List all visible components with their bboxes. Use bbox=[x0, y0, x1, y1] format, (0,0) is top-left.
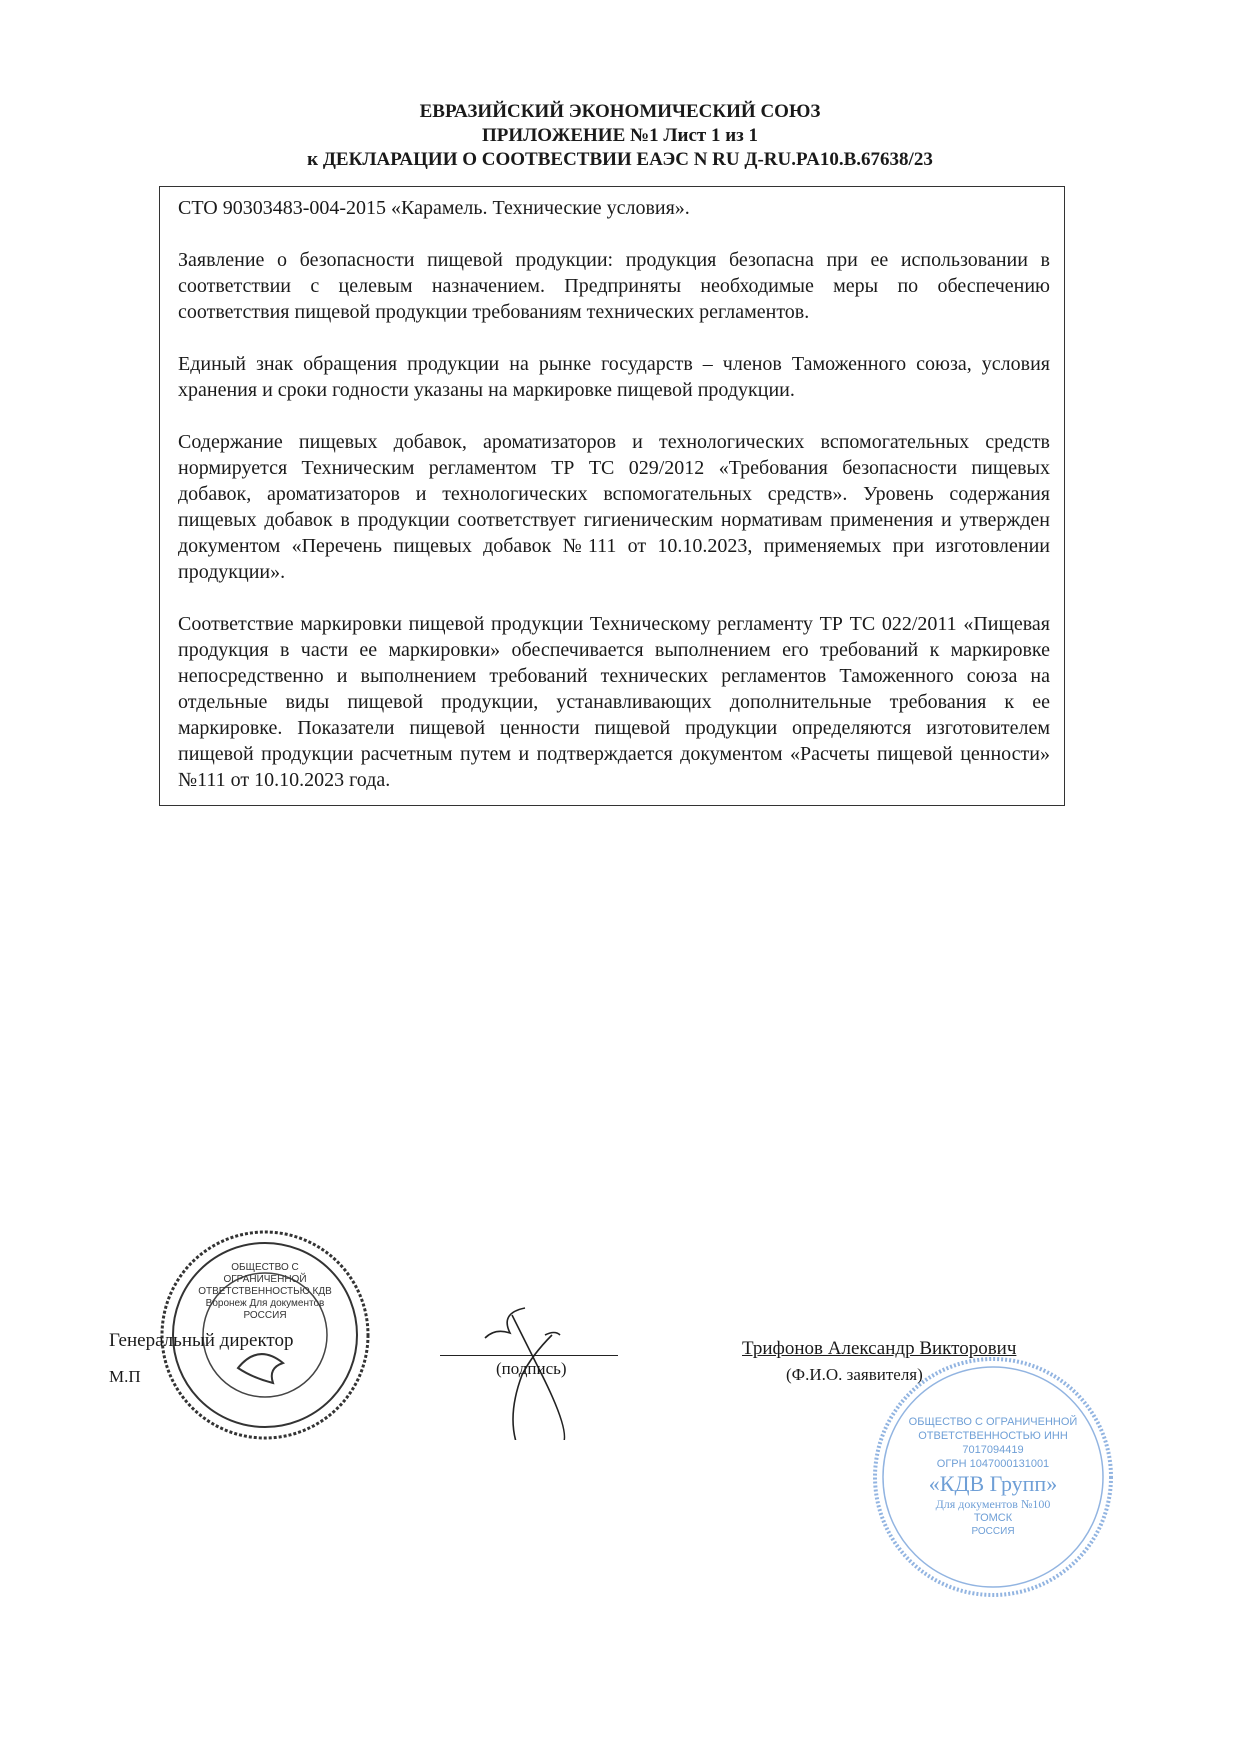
paragraph-standard: СТО 90303483-004-2015 «Карамель. Технические условия». bbox=[178, 197, 690, 219]
paragraph-labeling: Соответствие маркировки пищевой продукции Техническому регламенту ТР ТС 022/2011 «Пищевая продукция в части ее маркировки» обеспечивается выполнением его требований к маркировке непосредственно и выполнением требований технических регламентов Таможенного союза на отдельные виды пищевой продукции, устанавливающих дополнительные требования к ее маркировке. Показатели пищевой ценности пищевой продукции определяются изготовителем пищевой продукции расчетным путем и подтверждается документом «Расчеты пищевой ценности» №111 от 10.10.2023 года. bbox=[178, 613, 1050, 791]
stamp-country: РОССИЯ bbox=[971, 1526, 1015, 1537]
position-label: Генеральный директор bbox=[109, 1330, 294, 1351]
stamp-outer-text: ОБЩЕСТВО С ОГРАНИЧЕННОЙ ОТВЕТСТВЕННОСТЬЮ ИНН 7017094419 bbox=[908, 1416, 1078, 1456]
stamp-sub: Для документов №100 bbox=[935, 1497, 1051, 1511]
header-declaration: к ДЕКЛАРАЦИИ О СООТВЕСТВИИ ЕАЭС N RU Д-RU.PA10.B.67638/23 bbox=[307, 149, 933, 170]
declaration-content-box bbox=[159, 186, 1065, 806]
header-union: ЕВРАЗИЙСКИЙ ЭКОНОМИЧЕСКИЙ СОЮЗ bbox=[419, 101, 821, 122]
applicant-name: Трифонов Александр Викторович bbox=[742, 1338, 1017, 1359]
stamp-city: ТОМСК bbox=[973, 1512, 1013, 1524]
signature-caption: (подпись) bbox=[496, 1359, 567, 1378]
kdv-seal-text bbox=[893, 1377, 1093, 1577]
paragraph-additives: Содержание пищевых добавок, ароматизаторов и технологических вспомогательных средств нормируется Техническим регламентом ТР ТС 029/2012 «Требования безопасности пищевых добавок, ароматизаторов и технологических вспомогательных средств». Уровень содержания пищевых добавок в продукции соответствует гигиеническим нормативам применения и утвержден документом «Перечень пищевых добавок №111 от 10.10.2023, применяемых при изготовлении продукции». bbox=[178, 431, 1050, 583]
seal-label: М.П bbox=[109, 1367, 141, 1386]
header-appendix: ПРИЛОЖЕНИЕ №1 Лист 1 из 1 bbox=[481, 125, 759, 146]
stamp-company-name: «КДВ Групп» bbox=[928, 1471, 1058, 1496]
stamp-ogrn-text: ОГРН 1047000131001 bbox=[936, 1458, 1050, 1470]
applicant-name-caption: (Ф.И.О. заявителя) bbox=[786, 1365, 923, 1384]
left-seal-text: ОБЩЕСТВО С ОГРАНИЧЕННОЙ ОТВЕТСТВЕННОСТЬЮ КДВ Воронеж Для документов РОССИЯ bbox=[198, 1262, 332, 1321]
paragraph-safety-statement: Заявление о безопасности пищевой продукции: продукция безопасна при ее использовании в соответствии с целевым назначением. Предприняты необходимые меры по обеспечению соответствия пищевой продукции требованиям технических регламентов. bbox=[178, 249, 1050, 323]
paragraph-market-sign: Единый знак обращения продукции на рынке государств – членов Таможенного союза, условия хранения и сроки годности указаны на маркировке пищевой продукции. bbox=[178, 353, 1050, 401]
